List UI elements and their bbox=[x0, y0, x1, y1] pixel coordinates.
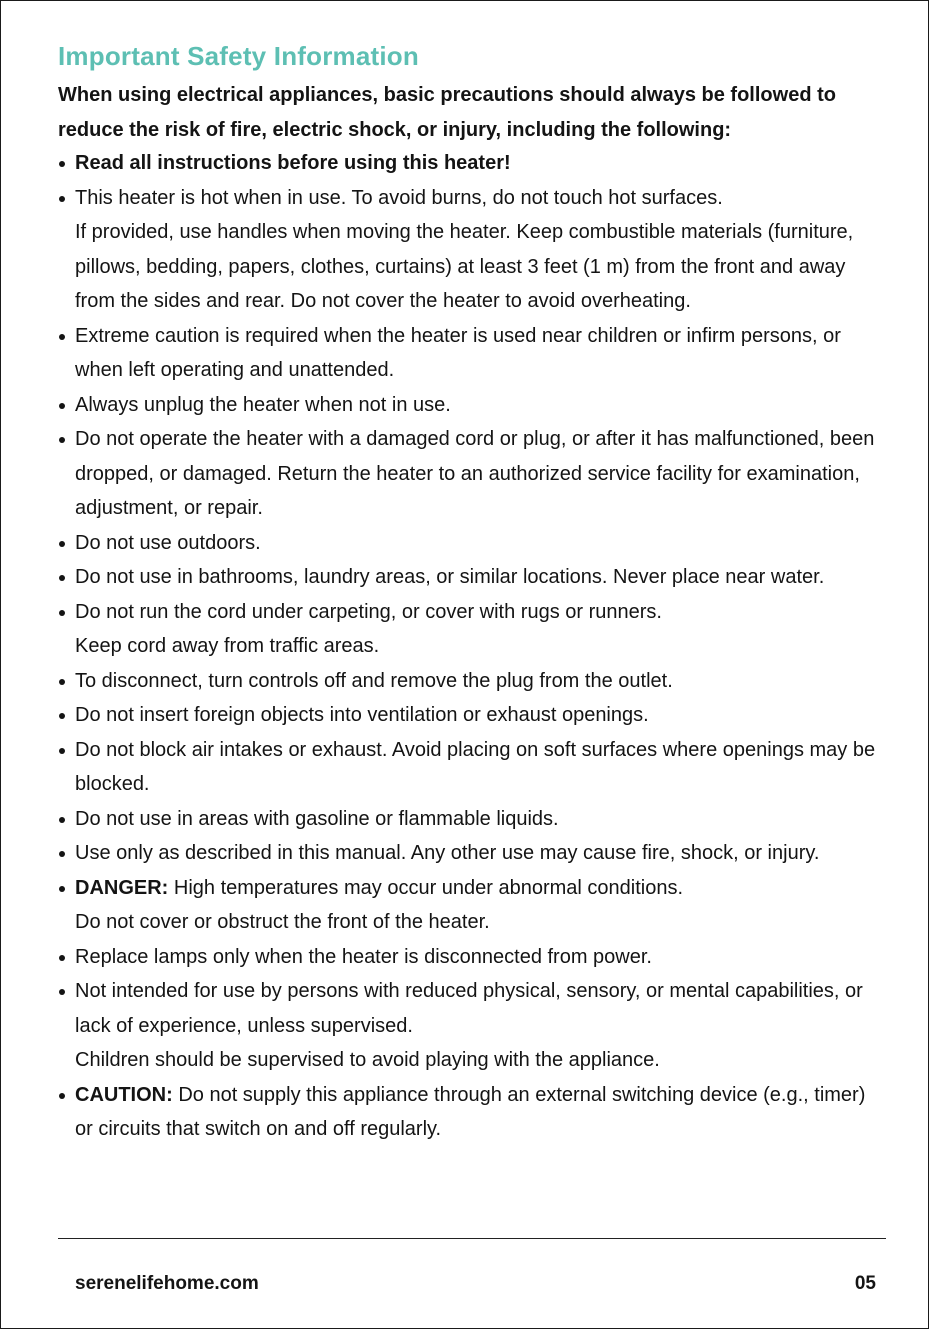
safety-item-danger bbox=[58, 871, 888, 940]
intro-paragraph: When using electrical appliances, basic precautions should always be followed to reduce the risk of fire, electric shock, or injury, including the following: bbox=[58, 84, 836, 141]
item-text: To disconnect, turn controls off and remove the plug from the outlet. bbox=[75, 669, 673, 692]
safety-item bbox=[58, 940, 888, 975]
item-text: Do not supply this appliance through an external switching device (e.g., timer) or circuits that switch on and off regularly. bbox=[75, 1083, 866, 1140]
safety-item bbox=[58, 422, 888, 526]
safety-list bbox=[58, 146, 888, 1147]
safety-item bbox=[58, 733, 888, 802]
safety-item bbox=[58, 595, 888, 664]
item-text: Do not block air intakes or exhaust. Avoid placing on soft surfaces where openings may be blocked. bbox=[75, 738, 876, 795]
page-number: 05 bbox=[854, 1273, 876, 1294]
safety-item bbox=[58, 181, 888, 319]
footer-divider bbox=[58, 1238, 886, 1239]
safety-item bbox=[58, 560, 888, 595]
caution-label: CAUTION: bbox=[75, 1083, 173, 1106]
safety-item bbox=[58, 974, 888, 1078]
item-line: Not intended for use by persons with reduced physical, sensory, or mental capabilities, or lack of experience, unless supervised. bbox=[75, 980, 863, 1037]
item-text: Replace lamps only when the heater is disconnected from power. bbox=[75, 945, 652, 968]
safety-item bbox=[58, 526, 888, 561]
item-text: Do not use outdoors. bbox=[75, 531, 261, 554]
safety-item bbox=[58, 146, 888, 181]
safety-item bbox=[58, 698, 888, 733]
item-text: Read all instructions before using this heater! bbox=[75, 152, 511, 174]
item-text: Do not insert foreign objects into ventilation or exhaust openings. bbox=[75, 704, 649, 726]
safety-item bbox=[58, 664, 888, 699]
item-text: Do not use in areas with gasoline or flammable liquids. bbox=[75, 807, 559, 830]
item-line: Do not run the cord under carpeting, or cover with rugs or runners. bbox=[75, 600, 662, 623]
item-line: Do not cover or obstruct the front of the heater. bbox=[75, 911, 490, 933]
safety-item bbox=[58, 802, 888, 837]
item-line: If provided, use handles when moving the heater. Keep combustible materials (furniture, pillows, bedding, papers, clothes, curtains) at least 3 feet (1 m) from the front and away from the sides and rear. Do not cover the heater to avoid overheating. bbox=[75, 221, 854, 312]
item-text: Extreme caution is required when the heater is used near children or infirm persons, or when left operating and unattended. bbox=[75, 324, 841, 381]
item-text: Use only as described in this manual. Any other use may cause fire, shock, or injury. bbox=[75, 842, 820, 864]
page-title: Important Safety Information bbox=[58, 41, 419, 71]
safety-item bbox=[58, 836, 888, 871]
safety-item-caution bbox=[58, 1078, 888, 1147]
item-text: Always unplug the heater when not in use. bbox=[75, 393, 451, 416]
item-line: High temperatures may occur under abnormal conditions. bbox=[173, 876, 684, 899]
safety-item bbox=[58, 319, 888, 388]
item-text: Do not operate the heater with a damaged cord or plug, or after it has malfunctioned, been dropped, or damaged. Return the heater to an authorized service facility for examination, adjustment, or repair. bbox=[75, 428, 875, 519]
item-text: Do not use in bathrooms, laundry areas, or similar locations. Never place near water. bbox=[75, 566, 825, 588]
item-line: This heater is hot when in use. To avoid burns, do not touch hot surfaces. bbox=[75, 186, 723, 209]
item-line: Children should be supervised to avoid playing with the appliance. bbox=[75, 1049, 660, 1071]
danger-label: DANGER: bbox=[75, 876, 169, 899]
safety-item bbox=[58, 388, 888, 423]
item-line: Keep cord away from traffic areas. bbox=[75, 635, 380, 657]
footer-website: serenelifehome.com bbox=[75, 1273, 259, 1294]
